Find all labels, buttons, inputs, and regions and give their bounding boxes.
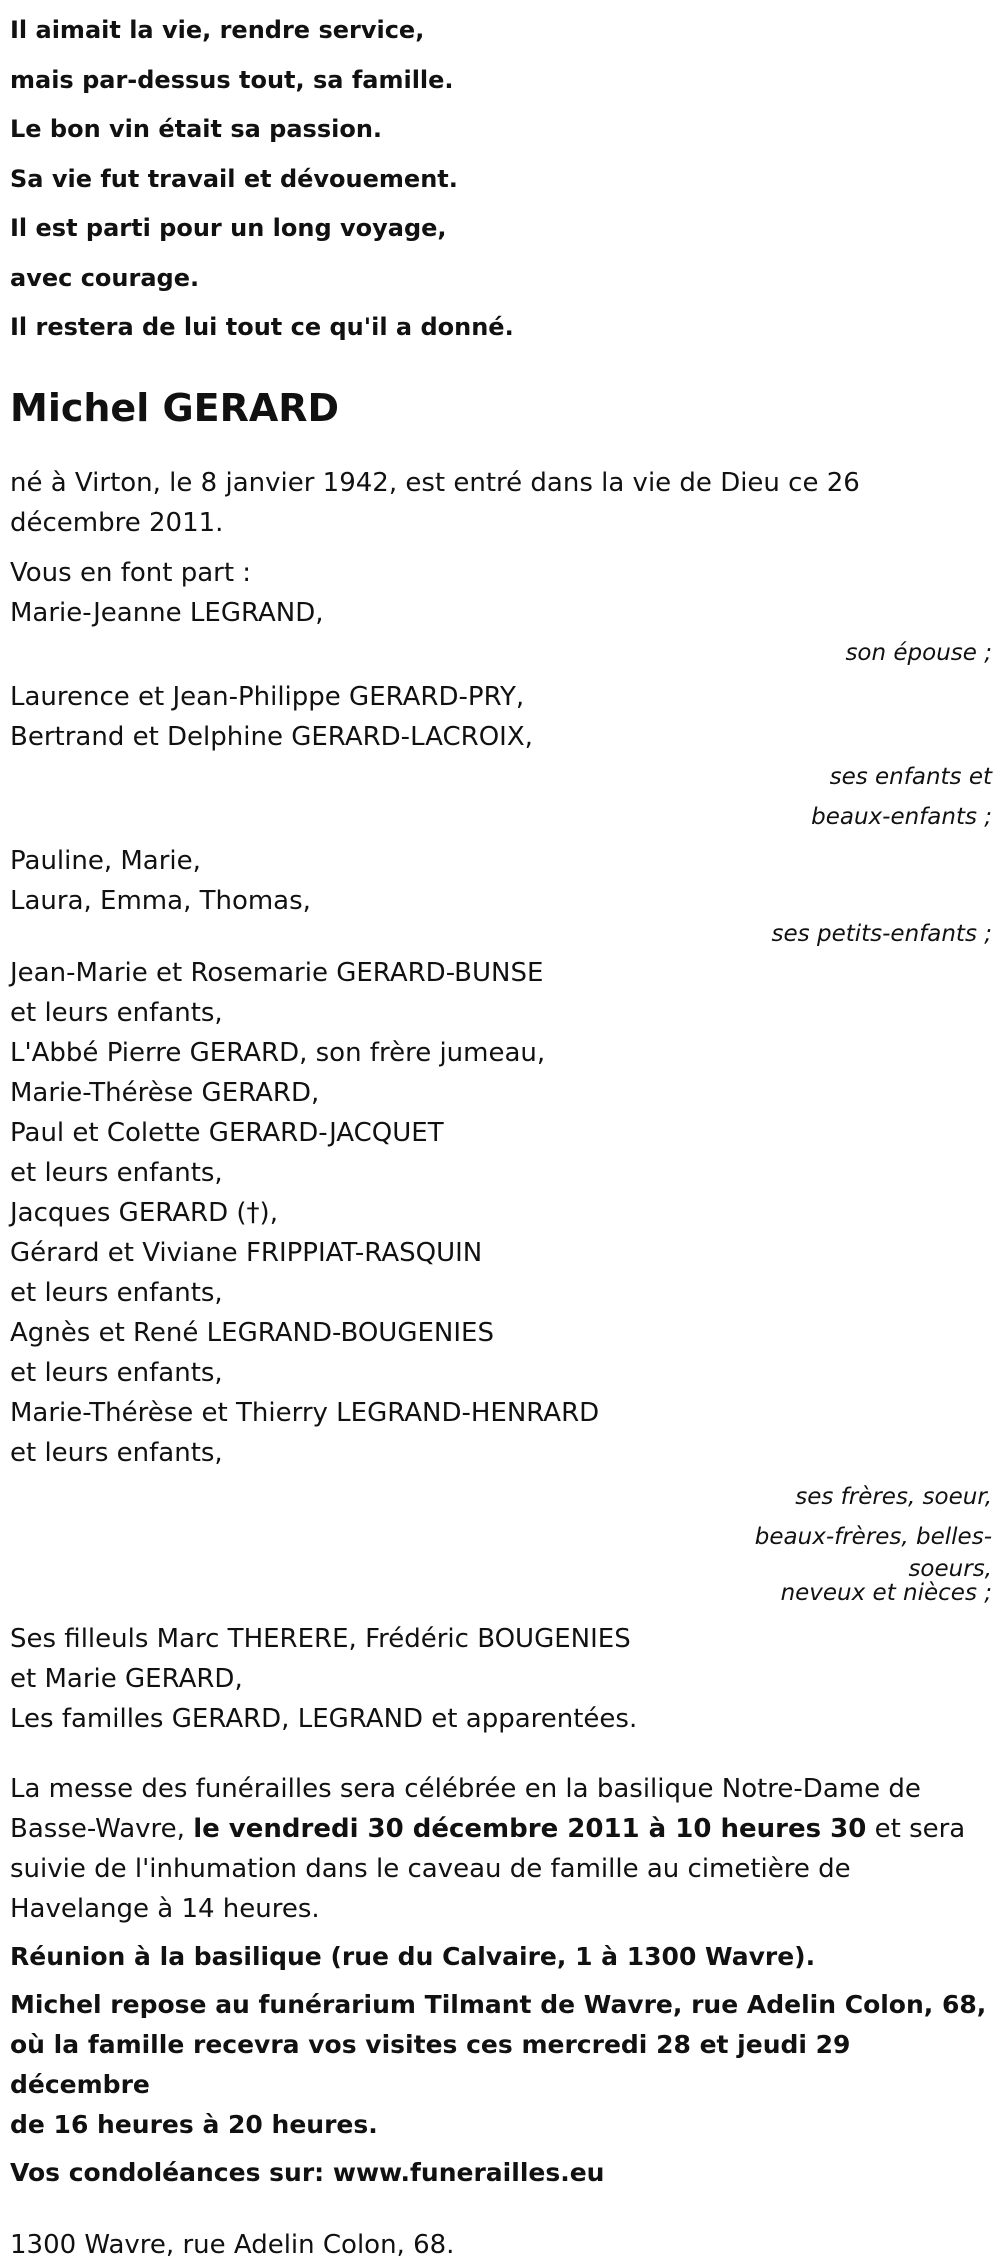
family-name-line: Bertrand et Delphine GERARD-LACROIX,	[10, 721, 533, 752]
family-name-line: et leurs enfants,	[10, 1277, 223, 1308]
deceased-name: Michel GERARD	[10, 385, 340, 430]
relation-label: beaux-enfants ;	[811, 803, 992, 830]
family-group-spouse	[10, 593, 990, 673]
relation-label: son épouse ;	[845, 639, 992, 666]
family-name-line: Paul et Colette GERARD-JACQUET	[10, 1117, 444, 1148]
family-group-siblings	[10, 953, 990, 1605]
poem-line: Sa vie fut travail et dévouement.	[10, 164, 458, 193]
obituary-content	[10, 6, 990, 2265]
poem	[10, 6, 990, 353]
funeral-info	[10, 1769, 990, 1929]
family-name-line: L'Abbé Pierre GERARD, son frère jumeau,	[10, 1037, 546, 1068]
family-name-line: et leurs enfants,	[10, 1437, 223, 1468]
family-name-line: et Marie GERARD,	[10, 1663, 243, 1694]
relation-label: ses frères, soeur,	[795, 1483, 992, 1510]
meeting-info: Réunion à la basilique (rue du Calvaire, 1 à 1300 Wavre).	[10, 1941, 816, 1971]
family-name-line: Marie-Jeanne LEGRAND,	[10, 597, 324, 628]
family-name-line: Marie-Thérèse et Thierry LEGRAND-HENRARD	[10, 1397, 600, 1428]
funeral-date-time: le vendredi 30 décembre 2011 à 10 heures 30	[193, 1813, 867, 1844]
family-name-line: et leurs enfants,	[10, 1357, 223, 1388]
family-name-line: Laura, Emma, Thomas,	[10, 885, 311, 916]
rest-line: Michel repose au funérarium Tilmant de Wavre, rue Adelin Colon, 68,	[10, 1989, 987, 2019]
funeral-line: La messe des funérailles sera célébrée en la basilique Notre-Dame de	[10, 1773, 921, 1804]
poem-line: mais par-dessus tout, sa famille.	[10, 65, 454, 94]
poem-line: Le bon vin était sa passion.	[10, 115, 383, 143]
family-name-line: Ses filleuls Marc THERERE, Frédéric BOUGENIES	[10, 1623, 631, 1654]
poem-line: Il aimait la vie, rendre service,	[10, 16, 425, 44]
announce-intro: Vous en font part :	[10, 557, 252, 588]
funeral-line	[10, 1809, 990, 1849]
relation-label: beaux-frères, belles-	[754, 1523, 992, 1550]
family-name-line: Agnès et René LEGRAND-BOUGENIES	[10, 1317, 494, 1348]
family-name-line: Les familles GERARD, LEGRAND et apparentées.	[10, 1703, 638, 1734]
relation-label: soeurs,	[908, 1555, 992, 1582]
birth-text: né à Virton, le 8 janvier 1942, est entré dans la vie de Dieu ce 26 décembre 2011.	[10, 467, 860, 538]
relation-label: neveux et nièces ;	[780, 1579, 992, 1606]
poem-line: avec courage.	[10, 263, 200, 292]
family-name-line: Laurence et Jean-Philippe GERARD-PRY,	[10, 681, 525, 712]
rest-line: où la famille recevra vos visites ces mercredi 28 et jeudi 29 décembre	[10, 2029, 851, 2099]
relation-label: ses enfants et	[829, 763, 992, 790]
relation-label: ses petits-enfants ;	[771, 920, 992, 947]
condolences-link[interactable]: Vos condoléances sur: www.funerailles.eu	[10, 2157, 605, 2187]
funeral-line: Havelange à 14 heures.	[10, 1893, 320, 1924]
rest-info	[10, 1985, 990, 2145]
funeral-line-prefix: Basse-Wavre,	[10, 1813, 194, 1844]
family-name-line: Gérard et Viviane FRIPPIAT-RASQUIN	[10, 1237, 483, 1268]
family-name-line: et leurs enfants,	[10, 1157, 223, 1188]
poem-line: Il est parti pour un long voyage,	[10, 214, 447, 242]
footer-address: 1300 Wavre, rue Adelin Colon, 68.	[10, 2229, 455, 2260]
family-name-line: Pauline, Marie,	[10, 845, 201, 876]
rest-line: de 16 heures à 20 heures.	[10, 2109, 378, 2139]
family-name-line: et leurs enfants,	[10, 997, 223, 1028]
poem-line: Il restera de lui tout ce qu'il a donné.	[10, 313, 514, 341]
family-group-children	[10, 677, 990, 837]
funeral-line: suivie de l'inhumation dans le caveau de famille au cimetière de	[10, 1853, 851, 1884]
family-group-others	[10, 1619, 990, 1739]
family-name-line: Marie-Thérèse GERARD,	[10, 1077, 320, 1108]
family-name-line: Jacques GERARD (†),	[10, 1197, 278, 1228]
funeral-line-suffix: et sera	[866, 1813, 966, 1844]
family-group-grandchildren	[10, 841, 990, 947]
family-name-line: Jean-Marie et Rosemarie GERARD-BUNSE	[10, 957, 544, 988]
